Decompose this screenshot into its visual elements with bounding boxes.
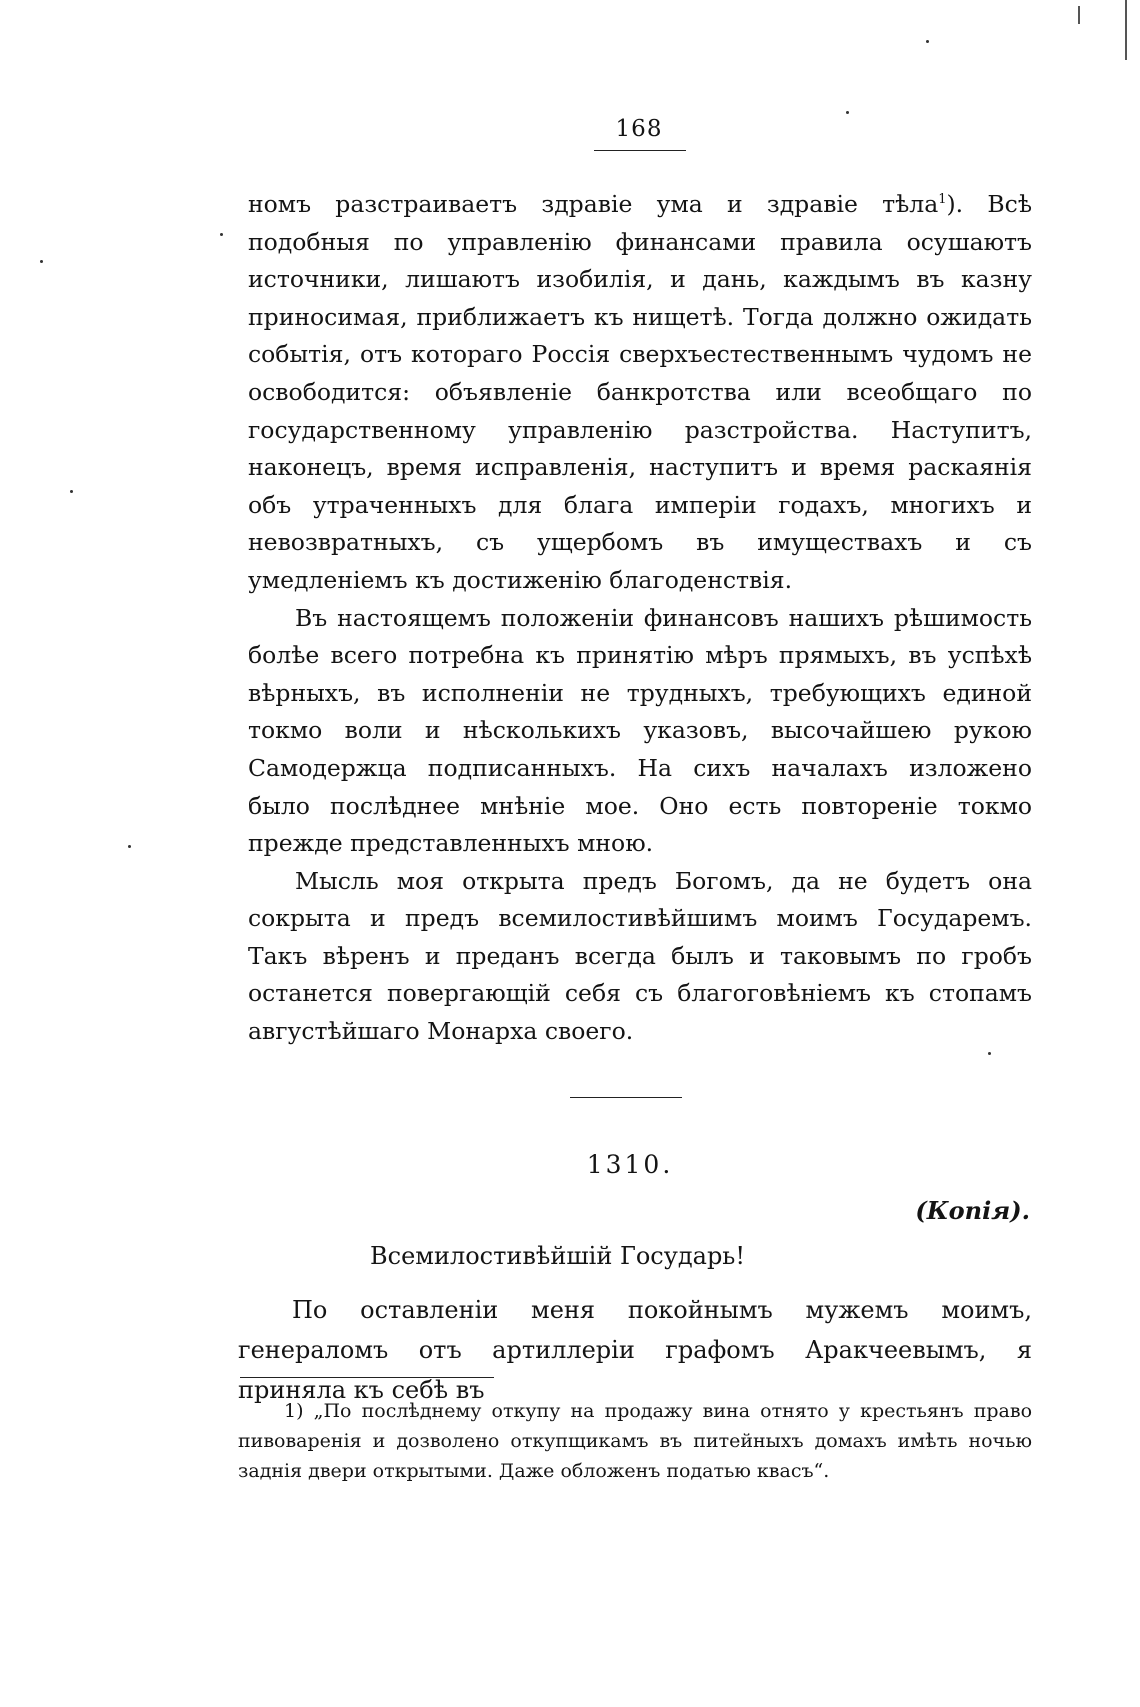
footnote-marker: 1 xyxy=(284,1400,297,1422)
scan-speck xyxy=(846,111,849,114)
footnote-paragraph: 1) „По послѣднему откупу на продажу вина отнято у крестьянъ право пивоваренія и дозволено откупщикамъ въ питейныхъ домахъ имѣть ночью заднія двери открытыми. Даже обложенъ податью квасъ“. xyxy=(238,1400,1033,1482)
document-number: 1310. xyxy=(586,1150,674,1179)
scan-speck xyxy=(70,490,73,493)
letter-paragraph: По оставленіи меня покойнымъ мужемъ моимъ, генераломъ отъ артиллеріи графомъ Аракчеевымъ, я приняла къ себѣ въ xyxy=(238,1296,1032,1404)
paragraph-2: Въ настоящемъ положеніи финансовъ нашихъ рѣшимость болѣе всего потребна къ принятію мѣръ прямыхъ, въ успѣхѣ вѣрныхъ, въ исполненіи не трудныхъ, требующихъ единой токмо воли и нѣсколькихъ указовъ, высочайшею рукою Самодержца подписанныхъ. На сихъ началахъ изложено было послѣднее мнѣніе мое. Оно есть повтореніе токмо прежде представленныхъ мною. xyxy=(248,603,1032,858)
scan-speck xyxy=(220,233,223,236)
letter-text xyxy=(238,1290,1032,1410)
footnote-text: „По послѣднему откупу на продажу вина отнято у крестьянъ право пивоваренія и дозволено откупщикамъ въ питейныхъ домахъ имѣть ночью заднія двери открытыми. Даже обложенъ податью квасъ“. xyxy=(238,1400,1033,1482)
scan-edge-mark xyxy=(1078,6,1080,24)
page-number: 168 xyxy=(615,116,663,142)
scan-speck xyxy=(926,40,929,43)
scan-speck xyxy=(40,260,43,263)
paragraph-3: Мысль моя открыта предъ Богомъ, да не будетъ она сокрыта и предъ всемилостивѣйшимъ моимъ Государемъ. Такъ вѣренъ и преданъ всегда былъ и таковымъ по гробъ останется повергающій себя съ благоговѣніемъ къ стопамъ августѣйшаго Монарха своего. xyxy=(248,866,1032,1046)
copy-label: (Копія). xyxy=(915,1196,1030,1225)
footnote-divider xyxy=(240,1377,494,1378)
scan-speck xyxy=(128,845,131,848)
scan-edge-mark xyxy=(1125,0,1127,60)
paragraph-1 xyxy=(248,186,1032,600)
footnote xyxy=(238,1396,1032,1486)
scan-speck xyxy=(988,1052,991,1055)
footnote-reference[interactable]: 1 xyxy=(938,192,947,208)
body-text xyxy=(248,186,1032,1051)
paragraph-1-rest: ). Всѣ подобныя по управленію финансами правила осушаютъ источники, лишаютъ изобилія, и дань, каждымъ въ казну приносимая, приближаетъ къ нищетѣ. Тогда должно ожидать событія, отъ котораго Россія сверхъестественнымъ чудомъ не освободится: объявленіе банкротства или всеобщаго по государственному управленію разстройства. Наступитъ, наконецъ, время исправленія, наступитъ и время раскаянія объ утраченныхъ для блага имперіи годахъ, многихъ и невозвратныхъ, съ ущербомъ въ имуществахъ и съ умедленіемъ къ достиженію благоденствія. xyxy=(248,190,1032,594)
paragraph-1-start: номъ разстраиваетъ здравіе ума и здравіе тѣла xyxy=(248,190,939,218)
section-divider xyxy=(570,1097,682,1098)
salutation: Всемилостивѣйшій Государь! xyxy=(370,1242,746,1270)
page-number-rule xyxy=(594,150,686,151)
